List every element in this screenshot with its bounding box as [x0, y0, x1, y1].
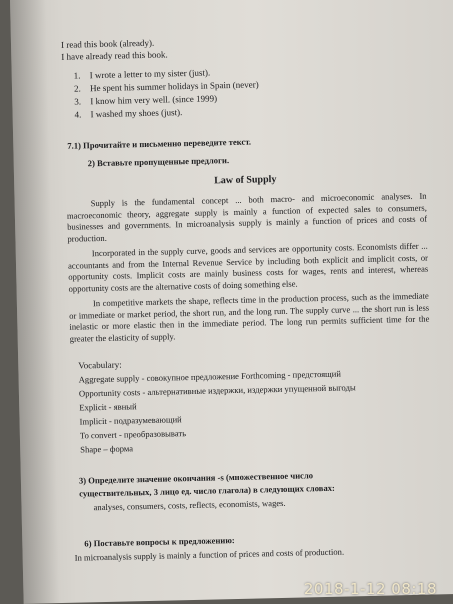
example-line-1: I read this book (already).: [60, 37, 155, 50]
task-6-heading: 6) Поставьте вопросы к предложению:: [84, 535, 235, 549]
text-title: Law of Supply: [214, 174, 277, 187]
vocab-item: To convert - преобразовывать: [79, 428, 187, 441]
list-number: 3.: [74, 96, 82, 107]
task-3-heading: 3) Определите значение окончания -s (множественное число: [78, 470, 314, 486]
paragraph-1: Supply is the fundamental concept ... both macro- and microeconomic analyses. In macroeconomic theory, aggregate supply is mainly a function of expected sales to consumers, businesses and governments. In microanalysis supply is mainly a function of prices and costs of production.: [66, 190, 428, 244]
task-3-heading-cont: существительных, 3 лицо ед. число глагола) в следующих словах:: [79, 482, 335, 499]
list-number: 2.: [73, 83, 81, 94]
list-item: I know him very well. (since 1999): [90, 93, 218, 107]
list-item: I washed my shoes (just).: [90, 107, 183, 120]
vocab-item: Aggregate supply - совокупное предложение Forthcoming - предстоящий: [78, 368, 342, 385]
task-3-words: analyses, consumers, costs, reflects, economists, wages.: [93, 497, 286, 513]
vocabulary-heading: Vocabulary:: [78, 359, 122, 371]
vocab-item: Opportunity costs - альтернативные издержки, издержки упущенной выгоды: [78, 382, 356, 399]
task-7-1-heading: 7.1) Прочитайте и письменно переведите текст.: [67, 136, 252, 151]
document-page: [10, 0, 453, 604]
list-item: I wrote a letter to my sister (just).: [89, 67, 211, 81]
task-6-sentence: In microanalysis supply is mainly a function of prices and costs of production.: [74, 546, 345, 563]
paragraph-2: Incorporated in the supply curve, goods and services are opportunity costs. Economists differ ... accountants and from the Internal Revenue Service by including both explicit and implicit costs, or opportunity costs. Implicit costs are mainly business costs for wages, rents and interest, whereas opportunity costs are the alternative costs of doing something else.: [67, 240, 429, 294]
list-item: He spent his summer holidays in Spain (never): [89, 79, 259, 94]
task-2-heading: 2) Вставьте пропущенные предлоги.: [87, 155, 230, 169]
vocab-item: Explicit - явный: [79, 401, 137, 413]
list-number: 4.: [74, 109, 82, 120]
paragraph-3: In competitive markets the shape, reflects time in the production process, such as the immediate or immediate or market period, the short run, and the long run. The supply curve ... the short run is less inelastic or more elastic then in the immediate period. The long run permits sufficient time for the greater the elasticity of supply.: [69, 290, 430, 344]
list-number: 1.: [73, 70, 81, 81]
photo-timestamp: 2018-1-12 08:18: [303, 580, 437, 598]
vocab-item: Shape – форма: [80, 443, 134, 455]
example-line-2: I have already read this book.: [61, 49, 168, 62]
vocab-item: Implicit - подразумевающий: [79, 414, 182, 427]
